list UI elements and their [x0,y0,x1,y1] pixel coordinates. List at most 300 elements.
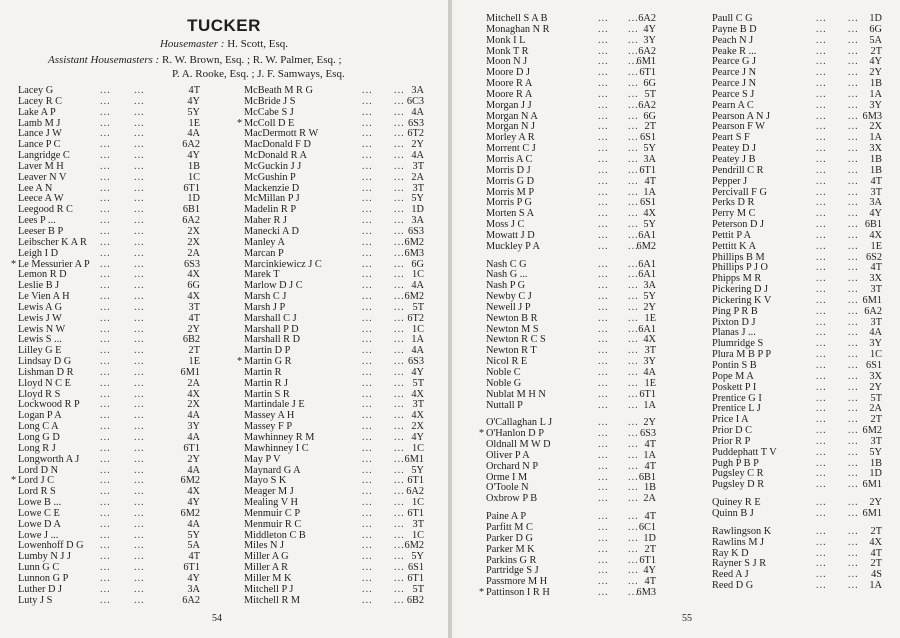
leader-dots: ... [134,236,145,248]
leader-dots: ... [816,164,827,176]
leader-dots: ... [362,269,373,281]
student-name: MacDonald F D [244,139,311,151]
leader-dots: ... [628,229,639,241]
student-name: Peatey D J [712,143,757,155]
student-name: May P V [244,453,281,465]
student-name: Le Messurier A P [18,258,90,270]
student-name: Parfitt M C [486,521,533,533]
student-name: Pepper J [712,175,748,187]
leader-dots: ... [100,193,111,205]
leader-dots: ... [100,117,111,129]
form-code: 6A2 [638,13,656,24]
leader-dots: ... [848,525,859,537]
list-item [712,307,882,318]
leader-dots: ... [134,475,145,487]
leader-dots: ... [628,197,639,209]
student-name: Lewis N W [18,323,66,335]
leader-dots: ... [362,540,373,552]
leader-dots: ... [848,197,859,209]
student-name: Price I A [712,414,749,426]
leader-dots: ... [628,110,639,122]
list-item [712,448,882,459]
form-code: 5Y [869,446,882,458]
student-name: Marsh J P [244,301,286,313]
form-code: 6T1 [639,164,656,176]
leader-dots: ... [628,280,639,292]
leader-dots: ... [816,175,827,187]
leader-dots: ... [598,143,609,155]
form-code: 3T [412,182,424,194]
leader-dots: ... [816,99,827,111]
leader-dots: ... [816,547,827,559]
student-name: Lowe B ... [18,497,62,509]
leader-dots: ... [848,425,859,437]
leader-dots: ... [362,128,373,140]
leader-dots: ... [848,153,859,165]
leader-dots: ... [848,294,859,306]
form-code: 2T [870,558,882,570]
leader-dots: ... [848,45,859,57]
form-code: 3T [870,186,882,198]
leader-dots: ... [362,518,373,530]
student-name: Phillips P J O [712,262,768,274]
student-name: Perry M C [712,208,756,220]
form-code: 1C [411,269,424,281]
student-name: Marshall P D [244,323,299,335]
form-code: 3X [869,273,882,285]
leader-dots: ... [598,240,609,252]
leader-dots: ... [394,85,405,96]
form-code: 6S3 [183,258,200,270]
leader-dots: ... [134,345,145,357]
student-name: Manley A [244,236,285,248]
list-item [486,545,656,556]
form-code: 4A [869,327,882,339]
form-code: 6M1 [404,453,424,465]
list-item [712,383,882,394]
leader-dots: ... [394,475,405,487]
form-code: 5Y [187,529,200,541]
leader-dots: ... [394,410,405,422]
leader-dots: ... [394,399,405,411]
student-name: Marek T [244,269,280,281]
leader-dots: ... [362,85,373,96]
leader-dots: ... [394,280,405,292]
student-name: Martin G R [244,356,292,368]
leader-dots: ... [816,507,827,519]
leader-dots: ... [628,521,639,533]
list-item [18,249,200,260]
leader-dots: ... [362,291,373,303]
page-number-left: 54 [212,613,222,624]
form-code: 4Y [187,150,200,162]
student-name: Lockwood R P [18,399,80,411]
leader-dots: ... [628,88,639,100]
form-code: 5A [869,34,882,46]
leader-dots: ... [134,583,145,595]
form-code: 6M2 [636,240,656,252]
leader-dots: ... [848,446,859,458]
leader-dots: ... [134,442,145,454]
leader-dots: ... [628,240,639,252]
leader-dots: ... [816,305,827,317]
student-name: Lowe J ... [18,529,59,541]
list-item [712,538,882,549]
form-code: 1B [643,482,656,494]
student-name: Meager M J [244,486,294,498]
form-code: 6A2 [182,215,200,227]
leader-dots: ... [100,486,111,498]
student-name: Newton R C S [486,334,546,346]
leader-dots: ... [394,117,405,129]
student-name: Paine A P [486,511,527,523]
form-code: 4A [411,106,424,118]
form-code: 5Y [643,143,656,155]
leader-dots: ... [100,453,111,465]
leader-dots: ... [598,334,609,346]
student-name: Luty J S [18,594,53,606]
student-name: Lee A N [18,182,53,194]
form-code: 6B1 [638,471,656,483]
list-item [479,587,656,599]
leader-dots: ... [628,323,639,335]
leader-dots: ... [848,99,859,111]
leader-dots: ... [628,471,639,483]
form-code: 2T [870,45,882,57]
form-code: 1E [644,312,656,324]
leader-dots: ... [100,236,111,248]
leader-dots: ... [134,507,145,519]
leader-dots: ... [134,453,145,465]
leader-dots: ... [362,106,373,118]
student-name: Pickering D J [712,284,769,296]
leader-dots: ... [100,301,111,313]
form-code: 4A [411,150,424,162]
leader-dots: ... [394,540,405,552]
form-code: 1B [869,164,882,176]
form-code: 3T [870,284,882,296]
leader-dots: ... [848,370,859,382]
page-number-right: 55 [682,613,692,624]
form-code: 4A [643,367,656,378]
form-code: 2T [870,414,882,426]
leader-dots: ... [598,576,609,588]
leader-dots: ... [362,399,373,411]
leader-dots: ... [362,562,373,574]
student-name: Lemon R D [18,269,67,281]
leader-dots: ... [100,247,111,259]
student-name: Parkins G R [486,554,537,566]
form-code: 1E [188,356,200,368]
leader-dots: ... [100,399,111,411]
list-item [712,242,882,253]
leader-dots: ... [598,417,609,429]
form-code: 3A [187,583,200,595]
form-code: 2A [187,247,200,259]
leader-dots: ... [362,507,373,519]
student-name: Morley A R [486,132,535,144]
form-code: 2Y [643,301,656,313]
leader-dots: ... [598,399,609,411]
student-name: Mowatt J D [486,229,535,241]
form-code: 2Y [869,67,882,79]
form-code: 6M2 [404,540,424,552]
student-name: Monk I L [486,34,526,46]
leader-dots: ... [598,23,609,35]
leader-dots: ... [598,388,609,400]
leader-dots: ... [394,269,405,281]
leader-dots: ... [134,139,145,151]
leader-dots: ... [628,219,639,231]
leader-dots: ... [816,425,827,437]
leader-dots: ... [816,110,827,122]
leader-dots: ... [362,204,373,216]
student-name: Nash C G [486,258,527,270]
leader-dots: ... [134,529,145,541]
form-code: 6M3 [404,247,424,259]
leader-dots: ... [134,182,145,194]
form-code: 4Y [869,208,882,220]
form-code: 6S1 [639,132,656,144]
leader-dots: ... [134,410,145,422]
leader-dots: ... [362,215,373,227]
student-name: Leegood R C [18,204,73,216]
leader-dots: ... [598,543,609,555]
student-name: Lloyd N C E [18,377,71,389]
student-name: Payne B D [712,23,757,35]
leader-dots: ... [598,428,609,440]
student-name: Oldnall M W D [486,439,551,451]
form-code: 4X [187,269,200,281]
form-code: 6A2 [182,594,200,606]
leader-dots: ... [598,78,609,90]
leader-dots: ... [628,164,639,176]
form-code: 4T [188,85,200,96]
student-name: Lunn G C [18,562,60,574]
leader-dots: ... [394,366,405,378]
student-name: Pixton D J [712,316,756,328]
student-name: Rayner S J R [712,558,767,570]
name-column-2 [237,85,424,607]
student-name: Peart S F [712,132,750,144]
form-code: 4Y [187,95,200,107]
leader-dots: ... [362,301,373,313]
student-name: Lamb M J [18,117,61,129]
leader-dots: ... [394,442,405,454]
form-code: 1B [869,153,882,165]
leader-dots: ... [100,540,111,552]
form-code: 6A2 [406,486,424,498]
leader-dots: ... [100,572,111,584]
form-code: 1B [869,78,882,90]
leader-dots: ... [598,153,609,165]
leader-dots: ... [100,150,111,162]
form-code: 6M1 [862,479,882,491]
student-name: Noble C [486,367,521,378]
form-code: 4T [870,262,882,274]
form-code: 1E [644,377,656,389]
student-name: Noble G [486,377,522,389]
leader-dots: ... [848,457,859,469]
leader-dots: ... [598,565,609,577]
leader-dots: ... [628,482,639,494]
leader-dots: ... [598,532,609,544]
form-code: 6C3 [406,95,424,107]
leader-dots: ... [100,160,111,172]
leader-dots: ... [598,280,609,292]
leader-dots: ... [394,518,405,530]
leader-dots: ... [848,88,859,100]
student-name: Pettit P A [712,229,752,241]
leader-dots: ... [100,334,111,346]
leader-dots: ... [134,160,145,172]
leader-dots: ... [598,460,609,472]
leader-dots: ... [848,208,859,220]
form-code: 3X [869,143,882,155]
student-name: McCabe S J [244,106,294,118]
list-item [18,108,200,119]
form-code: 6M2 [862,425,882,437]
form-code: 6S3 [407,356,424,368]
form-code: 4A [187,128,200,140]
student-name: Long G D [18,432,60,443]
student-name: Marlow D J C [244,280,303,292]
form-code: 6T1 [183,442,200,454]
student-name: Oxbrow P B [486,493,538,505]
student-name: Morris A C [486,153,533,165]
leader-dots: ... [848,569,859,581]
leader-dots: ... [816,13,827,24]
student-name: Lacey G [18,85,54,96]
leader-dots: ... [134,225,145,237]
form-code: 2X [869,121,882,133]
student-name: Laver M H [18,160,64,172]
leader-dots: ... [362,193,373,205]
leader-dots: ... [100,475,111,487]
form-code: 3Y [643,34,656,46]
leader-dots: ... [848,316,859,328]
student-name: O'Callaghan L J [486,417,553,429]
leader-dots: ... [628,367,639,378]
leader-dots: ... [100,128,111,140]
form-code: 3T [644,345,656,357]
leader-dots: ... [134,540,145,552]
leader-dots: ... [816,536,827,548]
leader-dots: ... [816,370,827,382]
leader-dots: ... [134,171,145,183]
leader-dots: ... [816,381,827,393]
form-code: 5Y [411,464,424,476]
form-code: 6A2 [864,305,882,317]
leader-dots: ... [628,258,639,270]
leader-dots: ... [816,45,827,57]
leader-dots: ... [394,247,405,259]
leader-dots: ... [134,497,145,509]
form-code: 5T [412,301,424,313]
leader-dots: ... [100,139,111,151]
form-code: 3A [411,215,424,227]
student-name: Long R J [18,442,56,454]
form-code: 4A [187,518,200,530]
list-item [244,314,424,325]
form-code: 1C [187,171,200,183]
form-code: 4X [187,388,200,400]
leader-dots: ... [394,193,405,205]
student-name: Ping P R B [712,305,758,317]
leader-dots: ... [598,345,609,357]
list-item [712,177,882,188]
leader-dots: ... [816,316,827,328]
student-name: Lees P ... [18,215,56,227]
student-name: Quiney R E [712,497,761,509]
student-name: Lake A P [18,106,56,118]
leader-dots: ... [100,529,111,541]
student-name: Middleton C B [244,529,306,541]
student-name: Mawhinney I C [244,442,309,454]
student-name: Leece A W [18,193,64,205]
leader-dots: ... [134,269,145,281]
leader-dots: ... [848,507,859,519]
form-code: 1C [411,497,424,509]
leader-dots: ... [362,377,373,389]
leader-dots: ... [394,388,405,400]
student-name: Morris D J [486,164,531,176]
student-name: Mealing V H [244,497,298,509]
leader-dots: ... [598,13,609,24]
leader-dots: ... [816,457,827,469]
form-code: 4X [869,536,882,548]
leader-dots: ... [100,410,111,422]
leader-dots: ... [628,493,639,505]
leader-dots: ... [628,175,639,187]
list-item [712,581,882,592]
name-column-3 [479,13,656,599]
form-code: 2T [188,345,200,357]
leader-dots: ... [362,345,373,357]
leader-dots: ... [394,139,405,151]
leader-dots: ... [598,367,609,378]
student-name: Morris P G [486,197,532,209]
form-code: 2X [187,236,200,248]
leader-dots: ... [816,197,827,209]
leader-dots: ... [134,312,145,324]
form-code: 6G [643,110,656,122]
leader-dots: ... [848,305,859,317]
student-name: Moore R A [486,78,533,90]
list-item [712,509,882,520]
student-name: Pearce J N [712,78,757,90]
form-code: 3T [412,160,424,172]
leader-dots: ... [394,507,405,519]
leader-dots: ... [362,247,373,259]
form-code: 3A [643,153,656,165]
form-code: 2Y [187,453,200,465]
form-code: 4S [871,569,882,581]
leader-dots: ... [816,284,827,296]
form-code: 1E [188,117,200,129]
student-name: McGushin P [244,171,296,183]
leader-dots: ... [816,78,827,90]
student-name: Poskett P I [712,381,757,393]
student-name: Pugsley C R [712,468,764,480]
leader-dots: ... [100,388,111,400]
leader-dots: ... [848,580,859,592]
leader-dots: ... [362,258,373,270]
student-name: Moore R A [486,88,533,100]
student-name: Nicol R E [486,356,528,368]
student-name: Pearson A N J [712,110,771,122]
form-code: 6T1 [183,182,200,194]
